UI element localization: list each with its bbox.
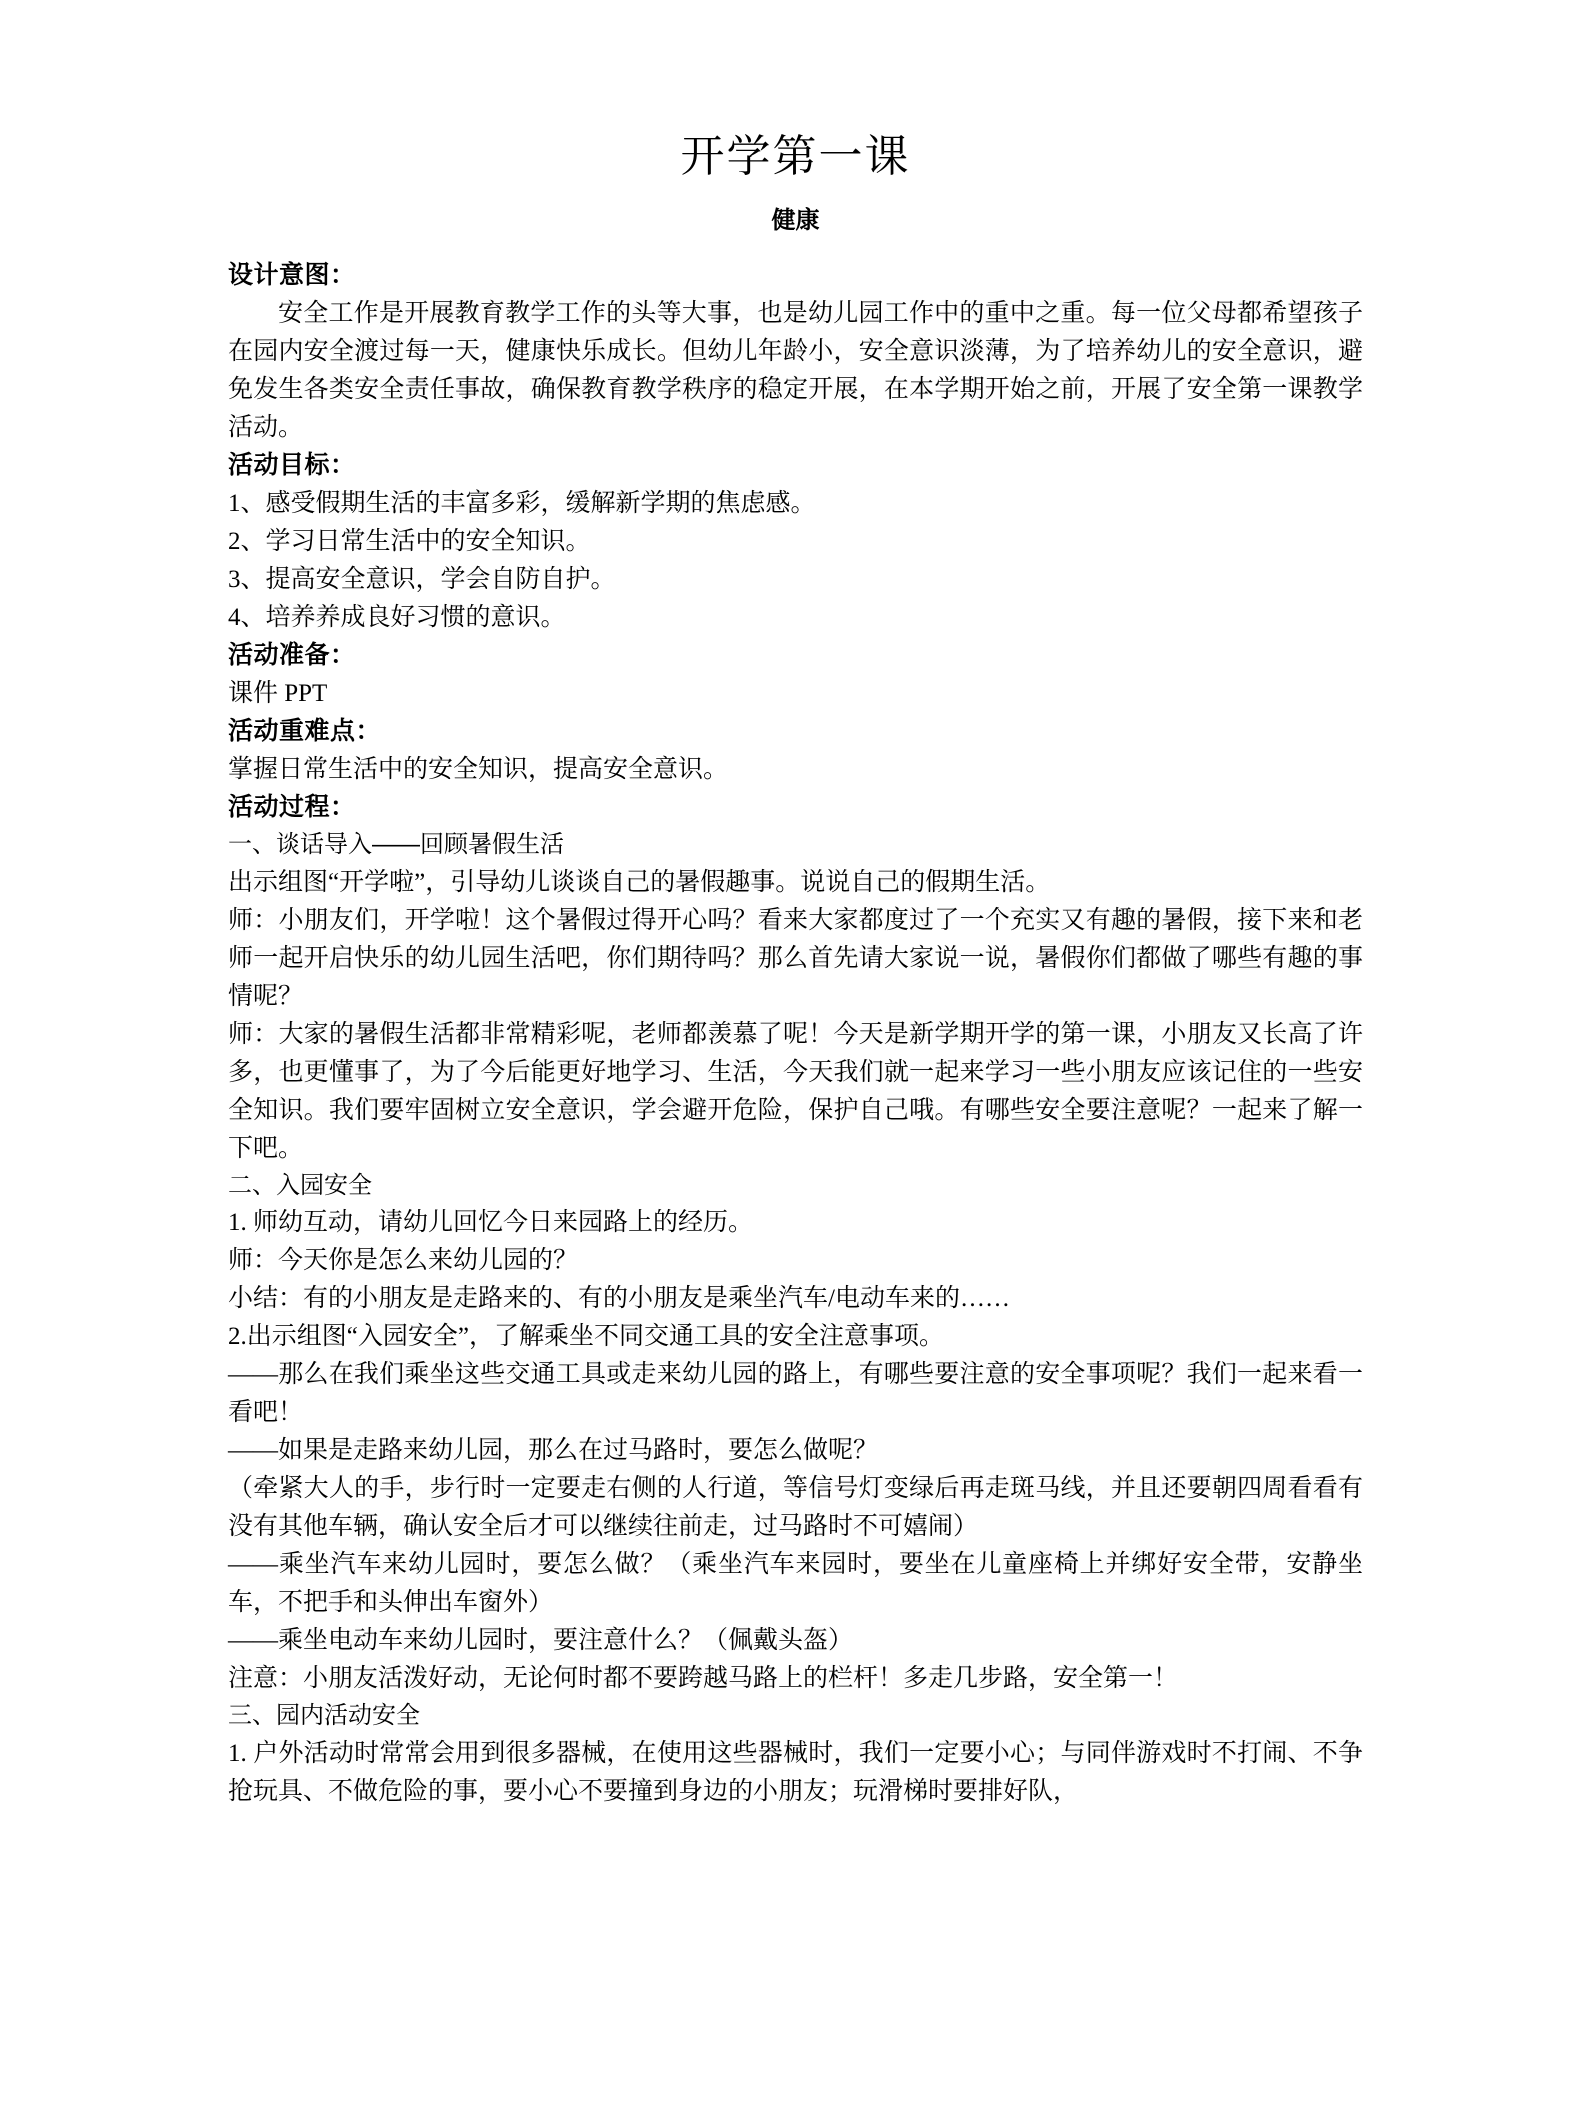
process-line: 注意：小朋友活泼好动，无论何时都不要跨越马路上的栏杆！多走几步路，安全第一！ [228,1665,1179,1693]
page-subtitle: 健康 [771,207,820,234]
heading-design-intent: 设计意图： [228,262,356,290]
process-line: 2.出示组图“入园安全”，了解乘坐不同交通工具的安全注意事项。 [228,1323,944,1351]
heading-preparation: 活动准备： [228,642,356,670]
objective-item: 1、感受假期生活的丰富多彩，缓解新学期的焦虑感。 [228,490,816,518]
process-line: ——乘坐汽车来幼儿园时，要怎么做？（乘坐汽车来园时，要坐在儿童座椅上并绑好安全带，安静坐车，不把手和头伸出车窗外） [228,1551,1363,1617]
objective-item: 3、提高安全意识，学会自防自护。 [228,566,616,594]
process-part-three-heading: 三、园内活动安全 [228,1702,420,1730]
page-title: 开学第一课 [680,132,911,181]
heading-process: 活动过程： [228,794,356,822]
process-line: 出示组图“开学啦”，引导幼儿谈谈自己的暑假趣事。说说自己的假期生活。 [228,868,1051,896]
process-line: 1. 师幼互动，请幼儿回忆今日来园路上的经历。 [228,1209,754,1237]
process-line: 师：小朋友们，开学啦！这个暑假过得开心吗？看来大家都度过了一个充实又有趣的暑假，接下来和老师一起开启快乐的幼儿园生活吧，你们期待吗？那么首先请大家说一说，暑假你们都做了哪些有趣的事情呢？ [228,906,1363,1010]
process-line: 师：大家的暑假生活都非常精彩呢，老师都羡慕了呢！今天是新学期开学的第一课，小朋友又长高了许多，也更懂事了，为了今后能更好地学习、生活，今天我们就一起来学习一些小朋友应该记住的一些安全知识。我们要牢固树立安全意识，学会避开危险，保护自己哦。有哪些安全要注意呢？一起来了解一下吧。 [228,1020,1363,1162]
objective-item: 4、培养养成良好习惯的意识。 [228,604,566,632]
process-line: 1. 户外活动时常常会用到很多器械，在使用这些器械时，我们一定要小心；与同伴游戏时不打闹、不争抢玩具、不做危险的事，要小心不要撞到身边的小朋友；玩滑梯时要排好队， [228,1739,1363,1805]
process-part-two-heading: 二、入园安全 [228,1171,372,1199]
preparation-content: 课件 PPT [228,680,328,708]
paragraph-design-intent: 安全工作是开展教育教学工作的头等大事，也是幼儿园工作中的重中之重。每一位父母都希望孩子在园内安全渡过每一天，健康快乐成长。但幼儿年龄小，安全意识淡薄，为了培养幼儿的安全意识，避免发生各类安全责任事故，确保教育教学秩序的稳定开展，在本学期开始之前，开展了安全第一课教学活动。 [228,300,1363,442]
process-line: ——如果是走路来幼儿园，那么在过马路时，要怎么做呢？ [228,1437,879,1465]
process-line: 小结：有的小朋友是走路来的、有的小朋友是乘坐汽车/电动车来的…… [228,1285,1010,1313]
heading-objectives: 活动目标： [228,452,356,480]
document-content [228,0,1363,1811]
process-line: ——那么在我们乘坐这些交通工具或走来幼儿园的路上，有哪些要注意的安全事项呢？我们一起来看一看吧！ [228,1361,1363,1427]
process-line: ——乘坐电动车来幼儿园时，要注意什么？（佩戴头盔） [228,1627,854,1655]
key-points-content: 掌握日常生活中的安全知识，提高安全意识。 [228,756,729,784]
process-part-one-heading: 一、谈话导入——回顾暑假生活 [228,831,564,859]
process-line: 师：今天你是怎么来幼儿园的？ [228,1247,579,1275]
process-line: （牵紧大人的手，步行时一定要走右侧的人行道，等信号灯变绿后再走斑马线，并且还要朝四周看看有没有其他车辆，确认安全后才可以继续往前走，过马路时不可嬉闹） [228,1475,1363,1541]
heading-key-points: 活动重难点： [228,718,382,746]
objective-item: 2、学习日常生活中的安全知识。 [228,528,591,556]
